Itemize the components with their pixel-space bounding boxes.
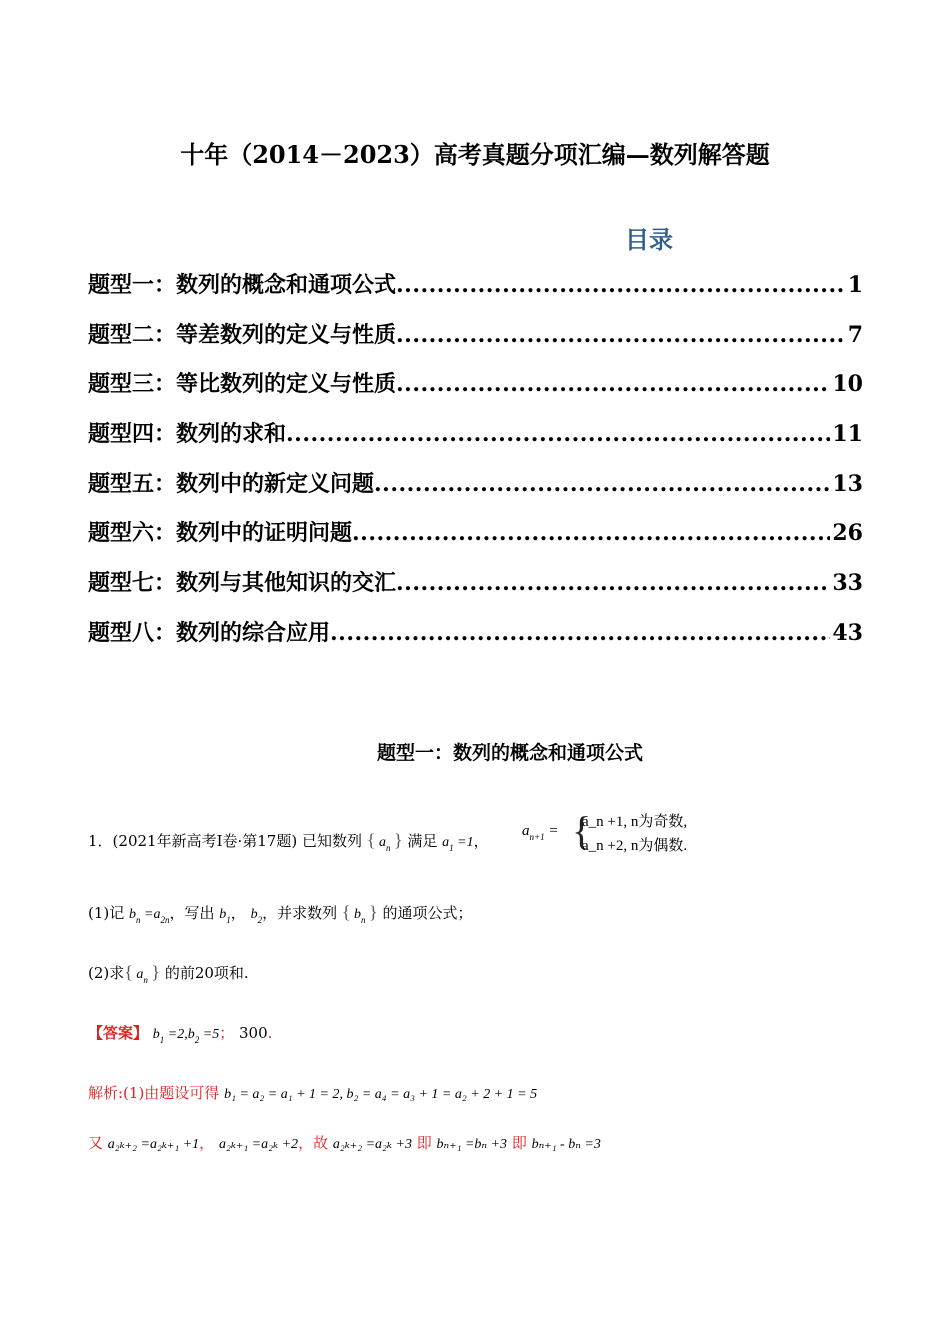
analysis-text: ，故 [298, 1134, 329, 1152]
problem-source: (2021年新高考Ⅰ卷·第17题) [112, 832, 298, 850]
analysis-text: 即 [416, 1134, 432, 1152]
toc-entry-page: 7 [847, 321, 863, 348]
toc-entry-page: 1 [847, 272, 863, 298]
toc-leader-dots [396, 570, 830, 596]
toc-entry-label: 题型五：数列中的新定义问题 [88, 470, 375, 497]
part-label: (2)求 [88, 964, 125, 982]
toc-entry-label: 题型六：数列中的证明问题 [88, 520, 353, 547]
recurrence-lhs: $a_{n+1}$ = [522, 823, 559, 842]
initial-condition: $a_1 =1$ [442, 835, 474, 853]
analysis-prefix: 解析:(1)由题设可得 [88, 1084, 220, 1102]
problem-part-1 [88, 902, 472, 925]
punctuation: ， [230, 904, 246, 922]
toc-entry[interactable] [88, 417, 863, 467]
toc-entry-page: 43 [832, 619, 863, 646]
toc-entry-page: 13 [832, 470, 863, 497]
answer-value: 300 [239, 1024, 268, 1042]
part-label: (1)记 [88, 904, 125, 922]
toc-entry-page: 11 [832, 421, 863, 448]
toc-entry-page: 10 [832, 371, 863, 398]
toc-leader-dots [330, 620, 830, 646]
sequence-a-n: { $a_n$ } [366, 830, 403, 853]
analysis-text: 即 [511, 1134, 527, 1152]
toc-entry-label: 题型八：数列的综合应用 [88, 619, 331, 646]
toc-leader-dots [352, 520, 830, 546]
recurrence-step: bₙ₊₁ - bₙ =3 [531, 1137, 601, 1152]
toc-entry[interactable] [88, 318, 863, 368]
analysis-line [88, 1082, 537, 1103]
bn-definition: $b_n =a_{2n}$ [129, 907, 170, 925]
toc-entry-page: 26 [832, 520, 863, 547]
toc-entry-label: 题型二：等差数列的定义与性质 [88, 321, 397, 348]
sequence-a-n: { $a_n$ } [124, 962, 161, 985]
toc-entry[interactable] [88, 516, 863, 566]
recurrence-case-even: a_n +2, n为偶数. [582, 838, 688, 854]
toc-entry-label: 题型七：数列与其他知识的交汇 [88, 570, 397, 597]
answer-line [88, 1022, 272, 1045]
sequence-b-n: { $b_n$ } [341, 902, 378, 925]
toc-entry[interactable] [88, 566, 863, 616]
toc-leader-dots [396, 322, 846, 348]
toc-entry[interactable] [88, 268, 863, 318]
piecewise-brace: { [572, 808, 592, 853]
toc-entry-label: 题型四：数列的求和 [88, 421, 287, 448]
answer-separator: ； [219, 1024, 235, 1042]
problem-text: 已知数列 [302, 832, 363, 850]
toc-entry-page: 33 [832, 570, 863, 597]
analysis-formula: b₁ = a₂ = a₁ + 1 = 2, b₂ = a₄ = a₃ + 1 = a₂ + 2 + 1 = 5 [224, 1087, 538, 1102]
punctuation: ， [473, 832, 489, 850]
problem-number: 1． [88, 832, 113, 850]
section-heading: 题型一：数列的概念和通项公式 [376, 742, 643, 764]
toc-leader-dots [396, 272, 846, 298]
toc-entry[interactable] [88, 467, 863, 517]
toc-leader-dots [374, 471, 830, 497]
recurrence-step: a₂ₖ₊₂ =a₂ₖ +3 [332, 1137, 412, 1152]
toc-leader-dots [286, 421, 830, 447]
punctuation: . [267, 1024, 273, 1042]
recurrence-step: bₙ₊₁ =bₙ +3 [436, 1137, 508, 1152]
analysis-text: 又 [88, 1134, 104, 1152]
toc-entry[interactable] [88, 367, 863, 417]
problem-text: ，并求数列 [262, 904, 338, 922]
toc-entry-label: 题型三：等比数列的定义与性质 [88, 371, 397, 398]
toc-entry[interactable] [88, 616, 863, 666]
toc-heading: 目录 [625, 225, 673, 254]
problem-text: 的前20项和. [164, 964, 249, 982]
problem-text: 的通项公式； [382, 904, 473, 922]
answer-formula: $b_1 =2,b_2 =5$ [152, 1027, 220, 1045]
recurrence-step: a₂ₖ₊₂ =a₂ₖ₊₁ +1 [107, 1137, 200, 1152]
document-title: 十年（2014－2023）高考真题分项汇编—数列解答题 [180, 140, 770, 169]
recurrence-case-odd: a_n +1, n为奇数, [582, 814, 688, 830]
problem-text: ，写出 [169, 904, 215, 922]
problem-text: 满足 [407, 832, 438, 850]
toc-entry-label: 题型一：数列的概念和通项公式 [88, 272, 397, 298]
punctuation: ， [199, 1134, 215, 1152]
answer-tag: 【答案】 [88, 1024, 149, 1042]
problem-part-2 [88, 962, 249, 985]
b2-symbol: $b_2$ [250, 907, 263, 925]
b1-symbol: $b_1$ [219, 907, 231, 925]
toc-leader-dots [396, 371, 830, 397]
analysis-continuation [88, 1132, 601, 1153]
table-of-contents [88, 268, 863, 666]
recurrence-step: a₂ₖ₊₁ =a₂ₖ +2 [218, 1137, 299, 1152]
problem-statement [88, 830, 489, 853]
